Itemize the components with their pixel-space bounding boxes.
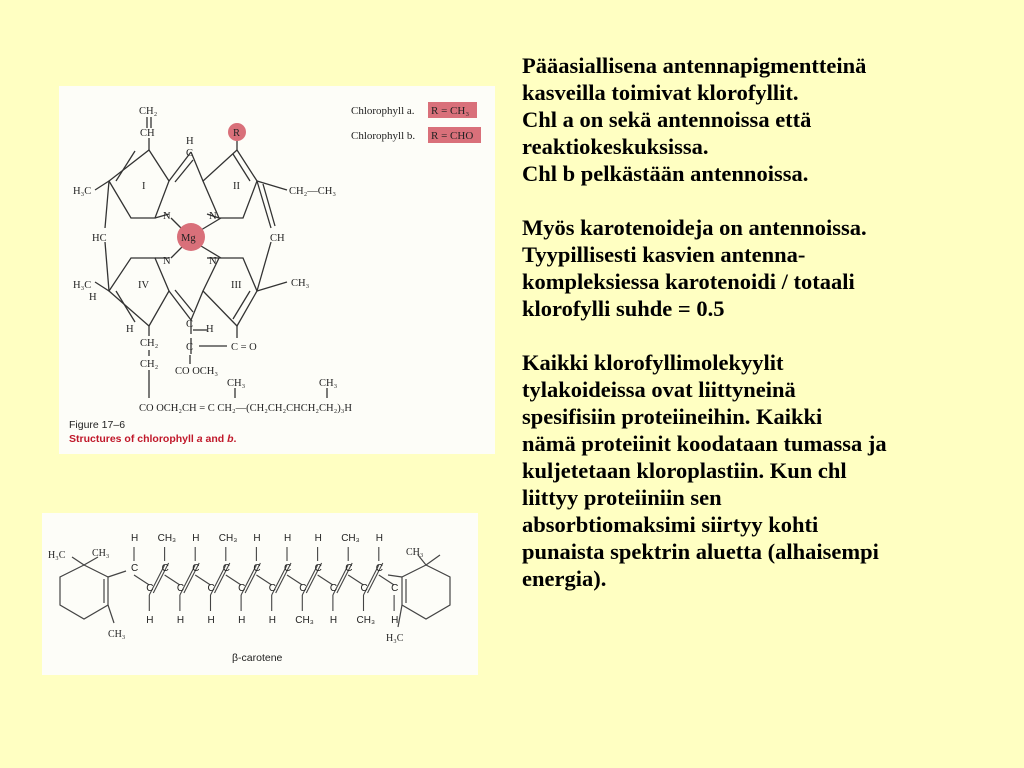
paragraph-carotenoids [522, 214, 1002, 322]
h-top: H [186, 136, 194, 147]
ring-3: III [231, 280, 242, 291]
paragraph-antenna-pigments [522, 52, 1002, 187]
chain-carbon: C [375, 563, 384, 574]
text-line: Myös karotenoideja on antennoissa. [522, 215, 867, 240]
phytol-ch3-1: CH₃ [227, 378, 246, 389]
ch3-right: CH₃ [291, 278, 310, 289]
text-line: Pääasiallisena antennapigmentteinä [522, 53, 867, 78]
r-label: R [233, 128, 241, 139]
c-keto: C = O [231, 342, 257, 353]
c-bottom: C [186, 319, 194, 330]
ch3-top-right: CH₃ [406, 547, 424, 558]
chain-carbon: C [360, 583, 368, 594]
text-line: nämä proteiinit koodataan tumassa ja [522, 431, 887, 456]
chlorophyll-figure [59, 86, 495, 454]
legend-chl-a-formula: R = CH₃ [431, 105, 470, 117]
phytol-ch3-2: CH₃ [319, 378, 338, 389]
text-line: Chl a on sekä antennoissa että [522, 107, 812, 132]
chain-carbon: C [329, 583, 338, 594]
bottom-group: H [329, 615, 338, 626]
text-line: liittyy proteiiniin sen [522, 485, 722, 510]
ring-1: I [142, 181, 146, 192]
figure-caption: Structures of chlorophyll a and b. [69, 433, 237, 445]
text-line: absorbtiomaksimi siirtyy kohti [522, 512, 819, 537]
text-line: energia). [522, 566, 607, 591]
text-line: reaktiokeskuksissa. [522, 134, 709, 159]
chlorophyll-structure [59, 86, 495, 454]
text-line: punaista spektrin aluetta (alhaisempi [522, 539, 879, 564]
phytol-chain: CO OCH₂CH = C CH₂—(CH₂CH₂CHCH₂CH₂)₃H [139, 403, 352, 414]
carotene-caption: β-carotene [232, 652, 283, 664]
ch3-top-left: CH₃ [92, 548, 110, 559]
chain-carbon: C [253, 563, 261, 574]
h-bottom: H [206, 324, 214, 335]
chain-carbon: C [222, 563, 231, 574]
top-group: CH₃ [341, 533, 360, 544]
ch2-a: CH₂ [140, 338, 159, 349]
text-line: kompleksiessa karotenoidi / totaali [522, 269, 855, 294]
ch2-b: CH₂ [140, 359, 159, 370]
legend-chl-a: Chlorophyll a. [351, 105, 415, 117]
legend-chl-b: Chlorophyll b. [351, 130, 416, 142]
h3c-left: H₃C [48, 550, 66, 561]
chain-carbon: C [314, 563, 322, 574]
chain-carbon: C [391, 583, 399, 594]
ch2ch3: CH₂—CH₃ [289, 186, 336, 197]
ch3-bottom-left: CH₃ [108, 629, 126, 640]
chain-carbon: C [299, 583, 307, 594]
paragraph-proteins [522, 349, 1002, 592]
chain-carbon: C [131, 563, 139, 574]
c-top: C [186, 148, 194, 159]
chain-carbon: C [207, 583, 215, 594]
text-line: kuljetetaan kloroplastiin. Kun chl [522, 458, 847, 483]
h3c-2: H₃C [73, 280, 92, 291]
n-2: N [209, 211, 217, 222]
top-group: CH₃ [157, 533, 177, 544]
top-group: H [131, 533, 139, 544]
ring-2: II [233, 181, 240, 192]
n-1: N [163, 211, 171, 222]
coch3: CO OCH₃ [175, 366, 219, 377]
ch-vinyl: CH [140, 128, 155, 139]
figure-number: Figure 17–6 [69, 419, 126, 431]
chlorophyll-legend [351, 105, 473, 142]
top-group: H [314, 533, 322, 544]
top-group: CH₃ [218, 533, 238, 544]
chain-carbon: C [238, 583, 246, 594]
h3c-1: H₃C [73, 186, 92, 197]
bottom-group: CH₃ [356, 615, 376, 626]
bottom-group: H [207, 615, 215, 626]
chain-carbon: C [345, 563, 353, 574]
text-line: tylakoideissa ovat liittyneinä [522, 377, 796, 402]
ch-right: CH [270, 233, 285, 244]
explanatory-text [522, 52, 1002, 619]
h-chain: H [126, 324, 134, 335]
text-line: Kaikki klorofyllimolekyylit [522, 350, 784, 375]
beta-carotene-structure [42, 513, 478, 675]
chain-carbon: C [146, 583, 154, 594]
top-group: H [375, 533, 384, 544]
h-left: H [89, 292, 97, 303]
c-ester: C [186, 342, 194, 353]
chain-carbon: C [176, 583, 185, 594]
mg-label: Mg [181, 233, 196, 244]
hc-left: HC [92, 233, 107, 244]
text-line: Tyypillisesti kasvien antenna- [522, 242, 806, 267]
text-line: kasveilla toimivat klorofyllit. [522, 80, 799, 105]
text-line: klorofylli suhde = 0.5 [522, 296, 725, 321]
n-3: N [209, 256, 217, 267]
h3c-right: H₃C [386, 633, 404, 644]
chain-carbon: C [268, 583, 276, 594]
beta-carotene-figure [42, 513, 478, 675]
n-4: N [163, 256, 171, 267]
bottom-group: H [391, 615, 399, 626]
bottom-group: H [176, 615, 185, 626]
top-group: H [284, 533, 292, 544]
bottom-group: H [146, 615, 154, 626]
bottom-group: H [238, 615, 246, 626]
text-line: spesifisiin proteiineihin. Kaikki [522, 404, 823, 429]
polyene-chain [131, 533, 398, 626]
chain-carbon: C [192, 563, 200, 574]
ch2-top: CH₂ [139, 106, 158, 117]
bottom-group: CH₃ [295, 615, 314, 626]
legend-chl-b-formula: R = CHO [431, 130, 474, 142]
top-group: H [192, 533, 200, 544]
bottom-group: H [268, 615, 276, 626]
chain-carbon: C [284, 563, 292, 574]
ring-4: IV [138, 280, 150, 291]
text-line: Chl b pelkästään antennoissa. [522, 161, 809, 186]
top-group: H [253, 533, 261, 544]
chain-carbon: C [161, 563, 169, 574]
atom-labels [73, 106, 352, 414]
